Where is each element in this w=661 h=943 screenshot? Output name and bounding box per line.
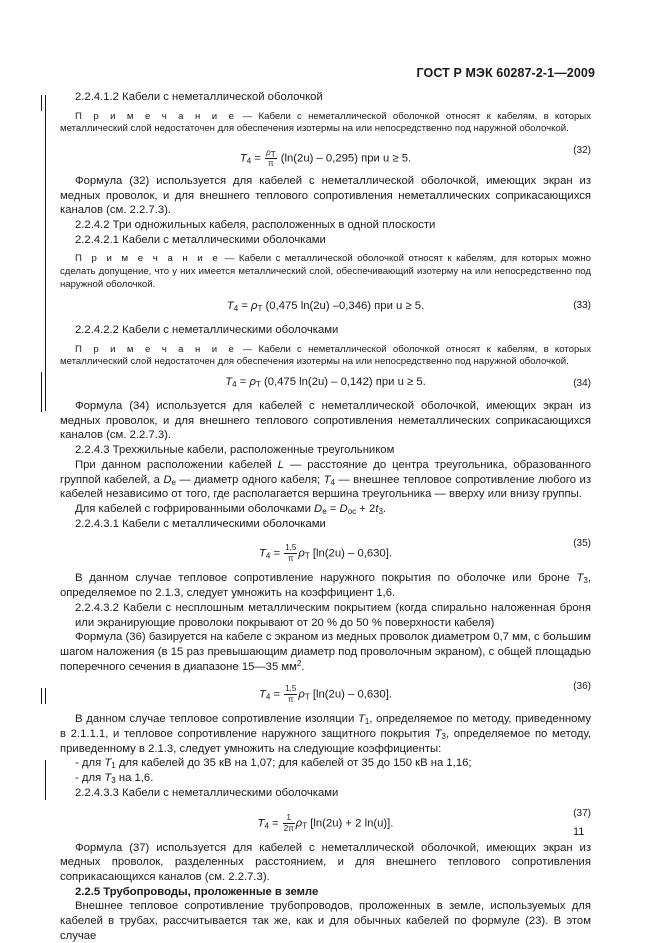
paragraph: Внешнее тепловое сопротивление трубопроводов, проложенных в земле, используемых для кабелей в трубах, рассчитывается так же, как и для обычных кабелей по формуле (23). В этом случае [60, 900, 591, 942]
paragraph: Формула (34) используется для кабелей с неметаллической оболочкой, имеющих экран из медных проволок, и для внешнего теплового сопротивления неметаллических соприкасающихся каналов (см. 2.2.7.3). [60, 400, 591, 442]
formula-text: (0,475 ln(2u) – 0,142) при u ≥ 5. [260, 376, 426, 389]
section-heading: 2.2.4.2.2 Кабели с неметаллическими оболочками [75, 324, 339, 337]
page-number: 11 [573, 826, 585, 838]
note-text: — Кабели с неметаллической оболочкой относят к кабелям, в которых металлический слой недостаточен для обеспечения изотермы на или непосредственно под наружной оболочкой. [60, 343, 591, 368]
formula-text: [ln(2u) – 0,630]. [309, 547, 392, 560]
note-text: — Кабели с неметаллической оболочкой относят к кабелям, в которых металлический слой недостаточен для обеспечения изотермы на или непосредственно под наружной оболочкой. [60, 110, 591, 135]
paragraph: Формула (32) используется для кабелей с неметаллической оболочкой, имеющих экран из медных проволок, и для внешнего теплового сопротивления неметаллических соприкасающихся каналов (см. 2.2.7.3). [60, 174, 591, 217]
formula-number: (37) [573, 807, 591, 819]
formula-text: [ln(2u) + 2 ln(u)]. [307, 817, 394, 830]
section-heading: 2.2.4.3 Трехжильные кабели, расположенные треугольником [75, 444, 395, 457]
formula-37: $T_4$ = $\frac{1}{2\pi}$ $\rho_T$ [ln(2u) + 2 ln(u)]. (37) [257, 807, 591, 833]
section-heading: 2.2.4.2 Три одножильных кабеля, расположенных в одной плоскости [75, 219, 436, 231]
document-header: ГОСТ Р МЭК 60287-2-1—2009 [416, 66, 595, 80]
list-item: - для $T_1$ для кабелей до 35 кВ на 1,07; для кабелей от 35 до 150 кВ на 1,16; [75, 757, 472, 771]
formula-35: $T_4$ = $\frac{1,5}{\pi}$ $\rho_T$ [ln(2u) – 0,630]. (35) [258, 538, 591, 564]
formula-number: (32) [573, 144, 591, 156]
formula-number: (33) [573, 300, 591, 312]
revision-bar [41, 372, 42, 412]
note-label: П р и м е ч а н и е [75, 343, 237, 355]
formula-text: [ln(2u) – 0,630]. [309, 688, 392, 701]
formula-number: (36) [573, 681, 591, 693]
note [60, 344, 591, 369]
paragraph: При данном расположении кабелей L — расстояние до центра треугольника, образованного группой кабелей, а $D_e$ — диаметр одного кабеля; $T_4$ — внешнее тепловое сопротивление любого из кабелей независимо от того, где располагается вершина треугольника — вверху или внизу группы. [60, 458, 592, 501]
formula-36: $T_4$ = $\frac{1,5}{\pi}$ $\rho_T$ [ln(2u) – 0,630]. (36) [258, 681, 591, 705]
formula-number: (35) [573, 538, 591, 550]
revision-bar [41, 95, 42, 111]
section-heading: 2.2.5 Трубопроводы, проложенные в земле [75, 885, 319, 898]
page-content [60, 90, 591, 943]
note-label: П р и м е ч а н и е [75, 253, 221, 265]
paragraph: В данном случае тепловое сопротивление изоляции $T_1$, определяемое по методу, приведенному в 2.1.1.1, и тепловое сопротивление наружного защитного покрытия $T_3$, определяемое по методу, приведенному в 2.1.3, следует умножить на следующие коэффициенты: [60, 713, 592, 755]
formula-34: $T_4 = \rho_T$ (0,475 ln(2u) – 0,142) при u ≥ 5. (34) [60, 373, 591, 395]
revision-bar [45, 688, 46, 704]
formula-number: (34) [573, 378, 591, 390]
note [60, 111, 591, 136]
paragraph: Для кабелей с гофрированными оболочками $D_e = D_{oc} + 2t_3$. [75, 503, 387, 516]
formula-33: $T_4 = \rho_T$ (0,475 ln(2u) –0,346) при u ≥ 5. (33) [226, 300, 591, 314]
section-heading: 2.2.4.3.1 Кабели с металлическими оболочками [75, 517, 326, 530]
section-heading: 2.2.4.2.1 Кабели с металлическими оболочками [75, 233, 326, 246]
section-heading: 2.2.4.1.2 Кабели с неметаллической оболочкой [75, 91, 323, 103]
paragraph: Формула (36) базируется на кабеле с экраном из медных проволок диаметром 0,7 мм, с большим шагом наложения (в 15 раз превышающим диаметр под проволочным экраном), с общей площадью поперечного сечения в диапазоне 15—35 $мм^2$. [60, 631, 591, 673]
revision-bar [45, 760, 46, 800]
formula-text: (0,475 ln(2u) –0,346) при u ≥ 5. [262, 300, 425, 313]
section-heading: 2.2.4.3.3 Кабели с неметаллическими оболочками [75, 786, 339, 799]
revision-bar [41, 688, 42, 704]
section-heading: 2.2.4.3.2 Кабели с несплошным металлическим покрытием (когда спирально наложенная броня или экранирующие проволоки покрывают от 20 % до 50 % поверхности кабеля) [75, 601, 591, 629]
note-label: П р и м е ч а н и е [75, 110, 237, 122]
revision-bar [45, 95, 46, 411]
formula-text: (ln(2u) – 0,295) при u ≥ 5. [277, 152, 412, 165]
note-text: — Кабели с металлической оболочкой относят к кабелям, для которых можно сделать допущение, что у них имеется металлический слой, обеспечивающий изотерму на или непосредственно под наружной оболочкой. [60, 253, 591, 290]
paragraph: Формула (37) используется для кабелей с неметаллической оболочкой, имеющих экран из медных проволок, разделенных расстоянием, и для внешнего теплового сопротивления соприкасающихся каналов (см. 2.2.7.3). [60, 841, 591, 883]
list-item: - для $T_3$ на 1,6. [75, 772, 154, 786]
note [60, 253, 591, 291]
paragraph: В данном случае тепловое сопротивление наружного покрытия по оболочке или броне $T_3$, определяемое по 2.1.3, следует умножить на коэффициент 1,6. [60, 572, 591, 600]
formula-32: $T_4$ = $\frac{\rho_T}{\pi}$ (ln(2u) – 0,295) при u ≥ 5. (32) [239, 144, 591, 168]
